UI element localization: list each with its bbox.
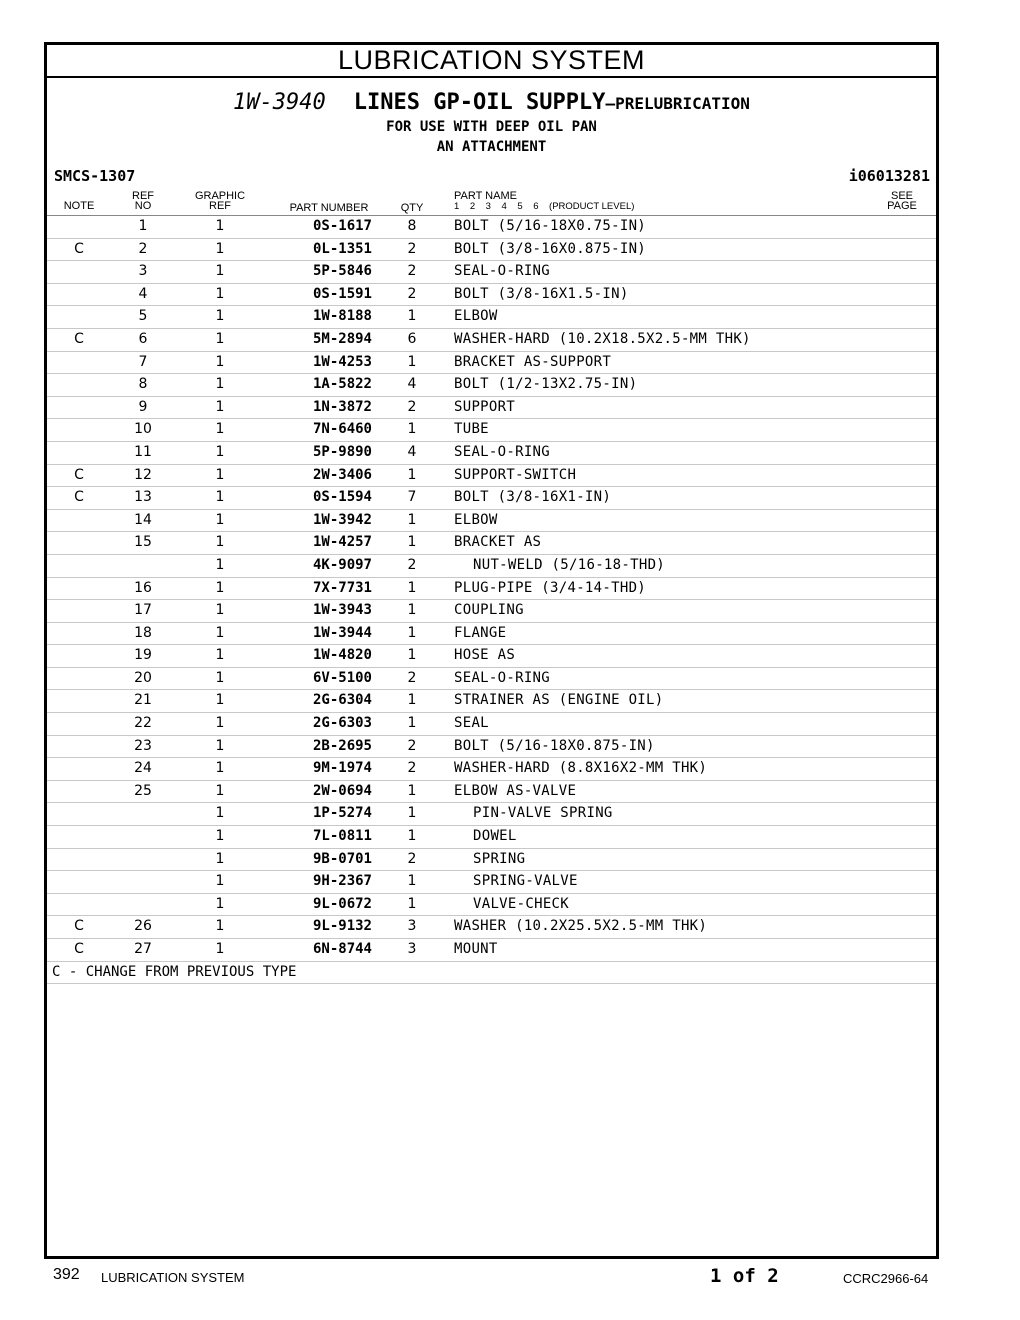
qty-cell: 4 <box>407 443 417 460</box>
qty-cell: 1 <box>407 692 417 709</box>
graphic-ref-cell: 1 <box>215 760 225 777</box>
graphic-ref-cell: 1 <box>215 443 225 460</box>
graphic-ref-cell: 1 <box>215 782 225 799</box>
part-number-cell: 1W-3942 <box>312 511 372 528</box>
col-ref-no-line1: REF <box>132 190 154 202</box>
col-ref-no-line2: NO <box>134 200 152 212</box>
graphic-ref-cell: 1 <box>215 692 225 709</box>
note-cell: C <box>74 240 84 257</box>
table-row <box>47 668 936 691</box>
graphic-ref-cell: 1 <box>215 263 225 280</box>
part-number-cell: 1W-8188 <box>312 308 372 325</box>
part-number-cell: 2B-2695 <box>312 737 372 754</box>
ref-no-cell: 14 <box>134 511 152 528</box>
qty-cell: 1 <box>407 534 417 551</box>
qty-cell: 1 <box>407 647 417 664</box>
qty-cell: 1 <box>407 308 417 325</box>
part-number-cell: 5M-2894 <box>312 330 372 347</box>
graphic-ref-cell: 1 <box>215 218 225 234</box>
col-qty: QTY <box>400 202 424 214</box>
qty-cell: 1 <box>407 828 417 845</box>
graphic-ref-cell: 1 <box>215 308 225 325</box>
footer-section: LUBRICATION SYSTEM <box>101 1270 245 1285</box>
part-number-cell: 2G-6303 <box>312 715 372 732</box>
col-graphic-ref-line2: REF <box>209 200 231 212</box>
ref-no-cell: 24 <box>134 760 152 777</box>
qty-cell: 3 <box>407 941 417 957</box>
part-number-cell: 0L-1351 <box>312 240 372 257</box>
footer-page-number: 392 <box>53 1266 80 1283</box>
qty-cell: 1 <box>407 873 417 890</box>
ref-no-cell: 11 <box>134 443 152 460</box>
part-name-cell: TUBE <box>454 421 489 438</box>
part-name-cell: SPRING-VALVE <box>473 873 578 890</box>
part-number-cell: 4K-9097 <box>312 556 372 573</box>
graphic-ref-cell: 1 <box>215 941 225 957</box>
note-cell: C <box>74 466 84 483</box>
table-row <box>47 487 936 510</box>
table-row <box>47 713 936 736</box>
part-number-cell: 6V-5100 <box>312 669 372 686</box>
graphic-ref-cell: 1 <box>215 466 225 483</box>
graphic-ref-cell: 1 <box>215 579 225 596</box>
col-note: NOTE <box>63 200 95 212</box>
part-name-cell: PIN-VALVE SPRING <box>473 805 613 822</box>
graphic-ref-cell: 1 <box>215 805 225 822</box>
qty-cell: 1 <box>407 602 417 619</box>
graphic-ref-cell: 1 <box>215 895 225 912</box>
ref-no-cell: 9 <box>138 398 148 415</box>
table-row <box>47 690 936 713</box>
part-name-cell: ELBOW AS-VALVE <box>454 782 577 799</box>
ref-no-cell: 15 <box>134 534 152 551</box>
group-subtitle-2: AN ATTACHMENT <box>436 139 547 155</box>
table-row <box>47 758 936 781</box>
part-number-cell: 5P-9890 <box>312 443 372 460</box>
footer-page-of: 1 of 2 <box>710 1265 779 1287</box>
table-row <box>47 849 936 872</box>
footer-doc-code: CCRC2966-64 <box>843 1271 929 1286</box>
part-number-cell: 1W-4820 <box>312 647 372 664</box>
part-name-cell: HOSE AS <box>454 647 516 664</box>
ref-no-cell: 5 <box>138 308 148 325</box>
ref-no-cell: 13 <box>134 489 152 506</box>
qty-cell: 1 <box>407 624 417 641</box>
part-number-cell: 1W-3943 <box>312 602 372 619</box>
qty-cell: 1 <box>407 421 417 438</box>
table-row <box>47 803 936 826</box>
graphic-ref-cell: 1 <box>215 556 225 573</box>
col-part-number: PART NUMBER <box>289 202 369 214</box>
group-subtitle-1: FOR USE WITH DEEP OIL PAN <box>386 119 597 135</box>
part-name-cell: BRACKET AS <box>454 534 542 551</box>
qty-cell: 1 <box>407 782 417 799</box>
qty-cell: 4 <box>407 376 417 393</box>
part-name-cell: BOLT (5/16-18X0.875-IN) <box>454 737 655 754</box>
part-number-cell: 1W-4253 <box>312 353 372 370</box>
ref-no-cell: 25 <box>134 782 152 799</box>
part-name-cell: WASHER-HARD (10.2X18.5X2.5-MM THK) <box>454 330 751 347</box>
group-name-suffix: —PRELUBRICATION <box>605 94 750 113</box>
graphic-ref-cell: 1 <box>215 828 225 845</box>
part-number-cell: 5P-5846 <box>312 263 372 280</box>
ref-no-cell: 3 <box>138 263 148 280</box>
table-row <box>47 894 936 917</box>
part-name-cell: FLANGE <box>454 624 507 641</box>
part-number-cell: 2W-0694 <box>312 782 372 799</box>
ref-no-cell: 21 <box>134 692 152 709</box>
part-name-cell: BOLT (3/8-16X0.875-IN) <box>454 240 647 257</box>
table-row <box>47 397 936 420</box>
qty-cell: 7 <box>407 489 417 506</box>
part-number-cell: 1P-5274 <box>312 805 372 822</box>
col-see-page-line2: PAGE <box>887 200 917 212</box>
part-name-cell: NUT-WELD (5/16-18-THD) <box>473 556 666 573</box>
graphic-ref-cell: 1 <box>215 715 225 732</box>
table-row <box>47 352 936 375</box>
part-name-cell: WASHER (10.2X25.5X2.5-MM THK) <box>454 918 708 935</box>
ref-no-cell: 7 <box>138 353 148 370</box>
identifier-bar <box>47 167 936 189</box>
part-name-cell: BRACKET AS-SUPPORT <box>454 353 612 370</box>
part-name-cell: BOLT (3/8-16X1.5-IN) <box>454 285 629 302</box>
table-row <box>47 736 936 759</box>
qty-cell: 1 <box>407 805 417 822</box>
group-number: 1W-3940 <box>233 90 326 115</box>
table-row <box>47 510 936 533</box>
table-row <box>47 465 936 488</box>
part-number-cell: 0S-1617 <box>312 218 372 234</box>
note-cell: C <box>74 941 84 957</box>
part-name-cell: SPRING <box>473 850 526 867</box>
parts-page-frame <box>44 42 939 1259</box>
section-title: LUBRICATION SYSTEM <box>47 45 936 78</box>
part-number-cell: 7L-0811 <box>312 828 372 845</box>
part-number-cell: 6N-8744 <box>312 941 372 957</box>
ref-no-cell: 1 <box>138 218 148 234</box>
table-row <box>47 939 936 962</box>
graphic-ref-cell: 1 <box>215 376 225 393</box>
part-number-cell: 7N-6460 <box>312 421 372 438</box>
ref-no-cell: 4 <box>138 285 148 302</box>
table-row <box>47 826 936 849</box>
part-name-cell: SEAL-O-RING <box>454 669 551 686</box>
part-name-cell: PLUG-PIPE (3/4-14-THD) <box>454 579 647 596</box>
ref-no-cell: 23 <box>134 737 152 754</box>
group-name: LINES GP-OIL SUPPLY <box>353 90 606 115</box>
qty-cell: 1 <box>407 715 417 732</box>
part-name-cell: BOLT (3/8-16X1-IN) <box>454 489 612 506</box>
part-name-cell: SUPPORT <box>454 398 516 415</box>
col-product-levels: 1 2 3 4 5 6 (PRODUCT LEVEL) <box>454 201 635 212</box>
qty-cell: 2 <box>407 556 417 573</box>
part-name-cell: SEAL-O-RING <box>454 443 551 460</box>
table-row <box>47 419 936 442</box>
part-number-cell: 0S-1594 <box>312 489 372 506</box>
part-name-cell: DOWEL <box>473 828 517 845</box>
part-number-cell: 2G-6304 <box>312 692 372 709</box>
col-part-name: PART NAME <box>454 190 517 202</box>
qty-cell: 2 <box>407 263 417 280</box>
qty-cell: 1 <box>407 579 417 596</box>
qty-cell: 1 <box>407 895 417 912</box>
qty-cell: 1 <box>407 466 417 483</box>
qty-cell: 2 <box>407 760 417 777</box>
ref-no-cell: 19 <box>134 647 152 664</box>
graphic-ref-cell: 1 <box>215 240 225 257</box>
table-row <box>47 442 936 465</box>
table-row <box>47 261 936 284</box>
table-row <box>47 600 936 623</box>
table-row <box>47 623 936 646</box>
note-cell: C <box>74 489 84 506</box>
table-row <box>47 645 936 668</box>
graphic-ref-cell: 1 <box>215 421 225 438</box>
graphic-ref-cell: 1 <box>215 489 225 506</box>
graphic-ref-cell: 1 <box>215 873 225 890</box>
graphic-ref-cell: 1 <box>215 850 225 867</box>
qty-cell: 2 <box>407 669 417 686</box>
ref-no-cell: 2 <box>138 240 148 257</box>
part-number-cell: 1N-3872 <box>312 398 372 415</box>
qty-cell: 2 <box>407 850 417 867</box>
graphic-ref-cell: 1 <box>215 534 225 551</box>
part-number-cell: 9L-9132 <box>312 918 372 935</box>
graphic-ref-cell: 1 <box>215 353 225 370</box>
part-name-cell: MOUNT <box>454 941 498 957</box>
qty-cell: 2 <box>407 240 417 257</box>
part-number-cell: 1A-5822 <box>312 376 372 393</box>
table-row <box>47 284 936 307</box>
ref-no-cell: 18 <box>134 624 152 641</box>
table-row <box>47 329 936 352</box>
part-name-cell: ELBOW <box>454 308 498 325</box>
ref-no-cell: 20 <box>134 669 152 686</box>
part-name-cell: STRAINER AS (ENGINE OIL) <box>454 692 664 709</box>
ref-no-cell: 16 <box>134 579 152 596</box>
graphic-ref-cell: 1 <box>215 647 225 664</box>
parts-list <box>47 216 936 962</box>
part-number-cell: 9B-0701 <box>312 850 372 867</box>
ref-no-cell: 26 <box>134 918 152 935</box>
ref-no-cell: 8 <box>138 376 148 393</box>
part-name-cell: VALVE-CHECK <box>473 895 570 912</box>
ref-no-cell: 12 <box>134 466 152 483</box>
qty-cell: 2 <box>407 737 417 754</box>
part-number-cell: 7X-7731 <box>312 579 372 596</box>
ref-no-cell: 22 <box>134 715 152 732</box>
part-name-cell: ELBOW <box>454 511 498 528</box>
table-row <box>47 216 936 239</box>
part-name-cell: COUPLING <box>454 602 524 619</box>
graphic-ref-cell: 1 <box>215 602 225 619</box>
part-number-cell: 1W-4257 <box>312 534 372 551</box>
part-number-cell: 9H-2367 <box>312 873 372 890</box>
table-row <box>47 781 936 804</box>
part-name-cell: SEAL-O-RING <box>454 263 551 280</box>
illustration-id: i06013281 <box>848 167 930 185</box>
part-name-cell: BOLT (5/16-18X0.75-IN) <box>454 218 647 234</box>
change-footnote: C - CHANGE FROM PREVIOUS TYPE <box>47 962 936 984</box>
table-row <box>47 532 936 555</box>
ref-no-cell: 6 <box>138 330 148 347</box>
graphic-ref-cell: 1 <box>215 330 225 347</box>
part-name-cell: WASHER-HARD (8.8X16X2-MM THK) <box>454 760 708 777</box>
smcs-code: SMCS-1307 <box>54 167 136 185</box>
qty-cell: 2 <box>407 398 417 415</box>
graphic-ref-cell: 1 <box>215 285 225 302</box>
graphic-ref-cell: 1 <box>215 669 225 686</box>
qty-cell: 1 <box>407 353 417 370</box>
table-row <box>47 306 936 329</box>
graphic-ref-cell: 1 <box>215 918 225 935</box>
graphic-ref-cell: 1 <box>215 624 225 641</box>
table-row <box>47 916 936 939</box>
part-number-cell: 9L-0672 <box>312 895 372 912</box>
part-name-cell: SUPPORT-SWITCH <box>454 466 577 483</box>
table-row <box>47 555 936 578</box>
column-header <box>47 189 936 216</box>
ref-no-cell: 10 <box>134 421 152 438</box>
graphic-ref-cell: 1 <box>215 737 225 754</box>
graphic-ref-cell: 1 <box>215 398 225 415</box>
part-name-cell: SEAL <box>454 715 489 732</box>
col-see-page-line1: SEE <box>890 190 913 202</box>
table-row <box>47 578 936 601</box>
note-cell: C <box>74 918 84 935</box>
part-name-cell: BOLT (1/2-13X2.75-IN) <box>454 376 638 393</box>
table-row <box>47 239 936 262</box>
qty-cell: 3 <box>407 918 417 935</box>
graphic-ref-cell: 1 <box>215 511 225 528</box>
part-number-cell: 0S-1591 <box>312 285 372 302</box>
table-row <box>47 374 936 397</box>
part-number-cell: 9M-1974 <box>312 760 372 777</box>
part-number-cell: 1W-3944 <box>312 624 372 641</box>
table-row <box>47 871 936 894</box>
note-cell: C <box>74 330 84 347</box>
qty-cell: 6 <box>407 330 417 347</box>
qty-cell: 8 <box>407 218 417 234</box>
ref-no-cell: 17 <box>134 602 152 619</box>
ref-no-cell: 27 <box>134 941 152 957</box>
col-graphic-ref-line1: GRAPHIC <box>194 190 246 202</box>
group-title <box>47 90 936 117</box>
qty-cell: 2 <box>407 285 417 302</box>
part-number-cell: 2W-3406 <box>312 466 372 483</box>
qty-cell: 1 <box>407 511 417 528</box>
